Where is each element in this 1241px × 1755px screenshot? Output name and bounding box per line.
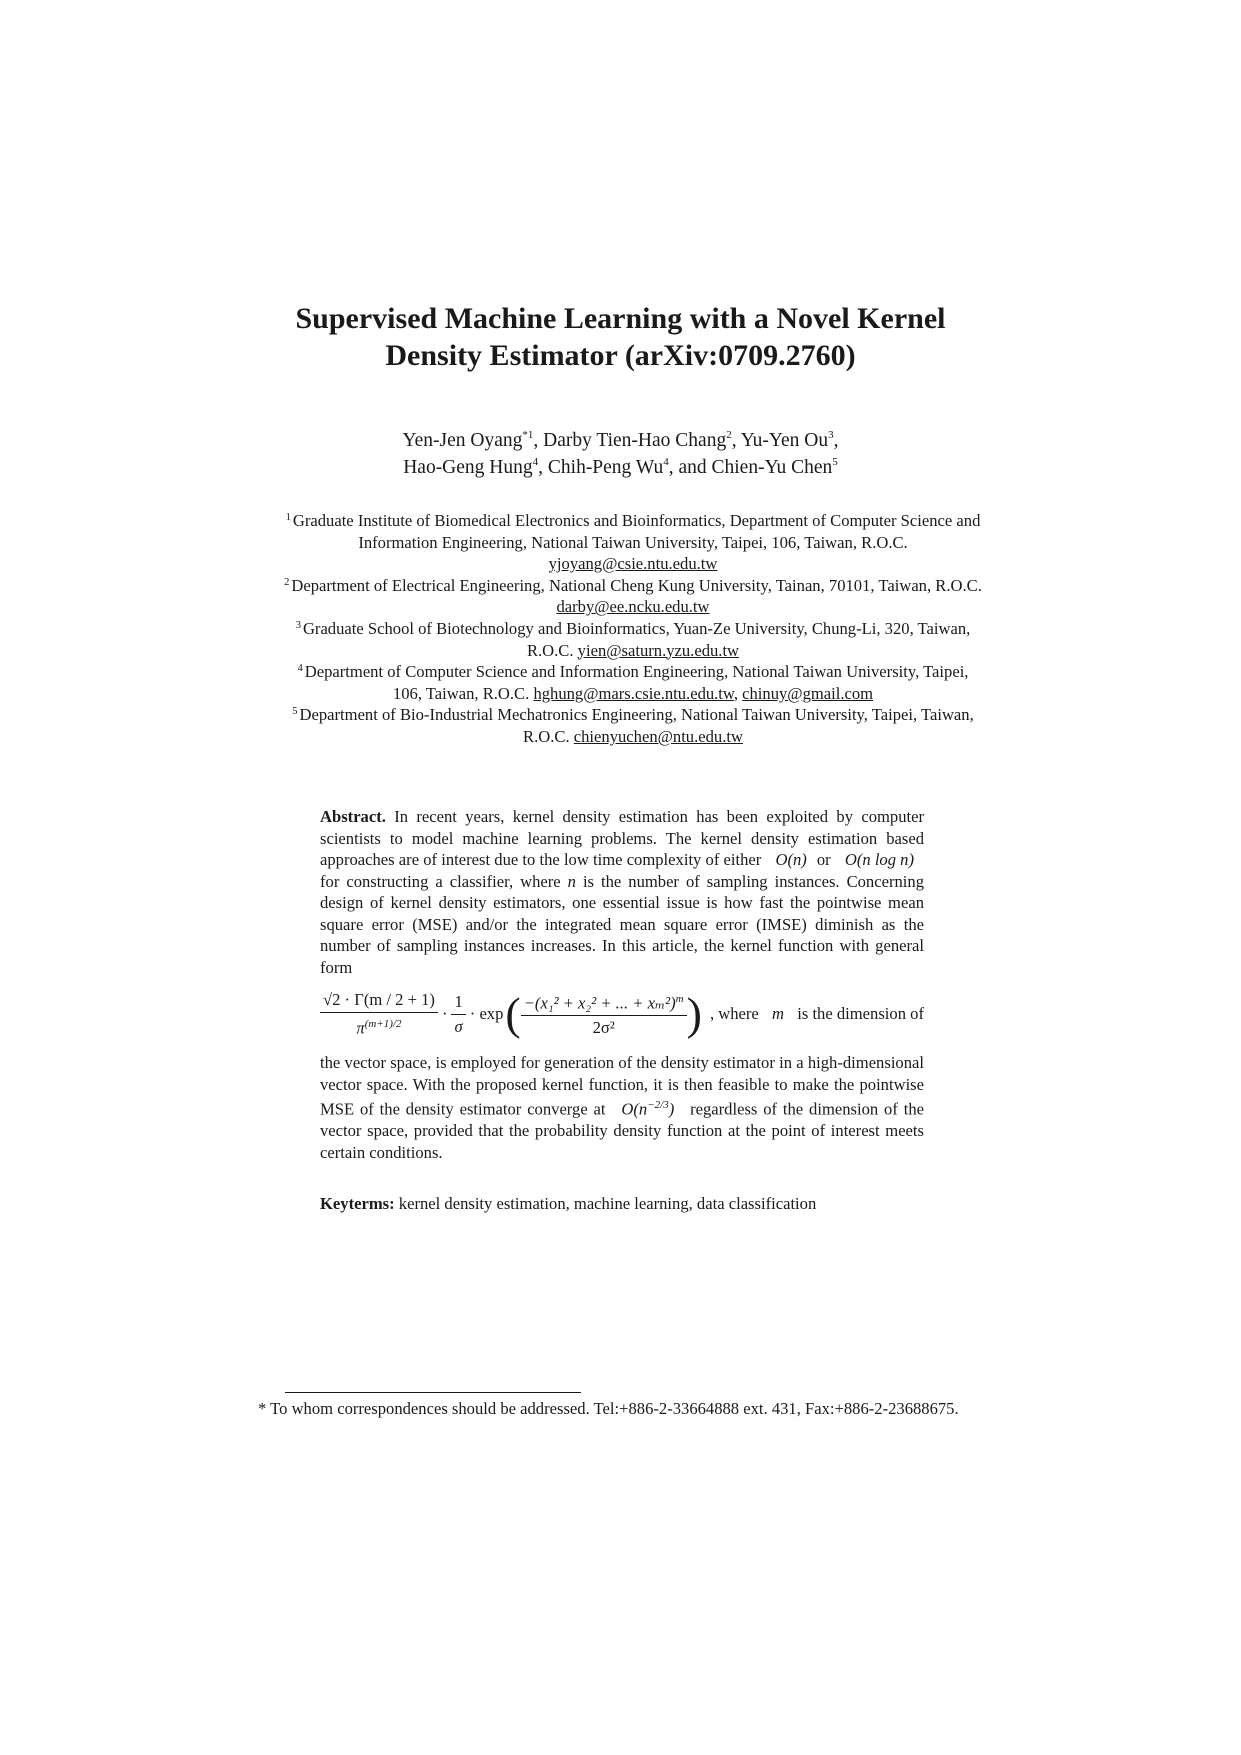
formula-numerator: √2 · Γ(m / 2 + 1) — [320, 989, 438, 1013]
keyterms — [320, 1193, 924, 1215]
author-name: , and Chien-Yu Chen — [668, 457, 833, 478]
abstract-text: for constructing a classifier, where — [320, 871, 561, 891]
author-sup: 4 — [532, 456, 539, 468]
keyterms-text: kernel density estimation, machine learning, data classification — [398, 1194, 817, 1213]
affiliation-text: Graduate Institute of Biomedical Electronics and Bioinformatics, Department of Computer Science and Information Engineering, National Taiwan University, Taipei, 106, Taiwan, R.O.C. — [292, 511, 981, 552]
email-link[interactable]: darby@ee.ncku.edu.tw — [556, 597, 710, 617]
author-line-2 — [0, 454, 1241, 481]
abstract-text: is the dimension of — [797, 1004, 924, 1024]
abstract-text: is the number of sampling instances. Concerning design of kernel density estimators, one essential issue is how fast the pointwise mean square error (MSE) and/or the integrated mean square error (IMSE) diminish as the number of sampling instances increases. In this article, the kernel function with general form — [320, 871, 924, 977]
abstract-label: Abstract. — [320, 807, 386, 826]
author-line-1 — [0, 427, 1241, 454]
affiliation-item — [282, 575, 984, 618]
title-line-1: Supervised Machine Learning with a Novel Kernel — [295, 302, 946, 335]
email-link[interactable]: hghung@mars.csie.ntu.edu.tw — [533, 683, 734, 703]
author-name: , Chih-Peng Wu — [538, 457, 664, 478]
email-separator: , — [733, 683, 743, 703]
affiliation-item — [282, 661, 984, 704]
formula-paren: ( — [505, 988, 521, 1039]
affiliation-list — [282, 510, 984, 748]
formula-paren: ) — [686, 988, 702, 1039]
complexity-expr: O(n log n) — [844, 850, 914, 869]
variable-n: n — [567, 871, 576, 891]
affiliation-text: Department of Bio-Industrial Mechatronics Engineering, National Taiwan University, Taipei, Taiwan, R.O.C. — [299, 705, 974, 746]
variable-m: m — [772, 1004, 784, 1024]
affiliation-text: Graduate School of Biotechnology and Bioinformatics, Yuan-Ze University, Chung-Li, 320, Taiwan, R.O.C. — [302, 618, 971, 660]
footnote: * To whom correspondences should be addressed. Tel:+886-2-33664888 ext. 431, Fax:+886-2-23688675. — [258, 1399, 959, 1418]
affiliation-item — [282, 510, 984, 575]
paper-title — [0, 300, 1241, 374]
author-name: , Yu-Yen Ou — [731, 430, 829, 451]
footnote-divider — [285, 1392, 581, 1393]
affiliation-item — [282, 704, 984, 747]
formula-denominator: σ — [454, 1016, 463, 1036]
formula-numerator: 1 — [451, 991, 465, 1015]
formula-after: , where m is the dimension of — [709, 1004, 924, 1024]
author-sup: *1 — [522, 429, 534, 441]
author-sup: 5 — [832, 456, 838, 468]
abstract-part-2 — [320, 1052, 924, 1163]
author-list — [0, 427, 1241, 481]
affiliation-number: 5 — [292, 706, 298, 718]
formula-numerator: −(x₁² + x₂² + ... + xₘ²)$^m$ — [521, 989, 687, 1016]
author-name: Hao-Geng Hung — [403, 457, 533, 478]
author-sup: 3 — [828, 429, 834, 441]
complexity-expr: O(n) — [775, 850, 807, 869]
email-link[interactable]: chienyuchen@ntu.edu.tw — [573, 726, 743, 746]
abstract-text: regardless of the dimension of the vector space, provided that the probability density function at the point of interest meets certain conditions. — [320, 1099, 924, 1162]
affiliation-number: 1 — [285, 512, 291, 523]
email-link[interactable]: yien@saturn.yzu.edu.tw — [577, 640, 740, 660]
abstract-text: the vector space, is employed for generation of the density estimator in a high-dimensional vector space. With the proposed kernel function, it is then feasible to make the pointwise MSE of the density estimator converge at — [320, 1053, 924, 1119]
complexity-expr: $O(n^{-2/3})$ — [621, 1099, 675, 1119]
email-link[interactable]: chinuy@gmail.com — [742, 683, 874, 703]
email-link[interactable]: yjoyang@csie.ntu.edu.tw — [548, 554, 718, 574]
affiliation-item — [282, 618, 984, 661]
author-name: Yen-Jen Oyang — [402, 430, 523, 451]
author-sup: 4 — [663, 456, 669, 468]
formula-fraction — [320, 989, 438, 1039]
formula-denominator: $\pi^{(m+1)/2}$ — [356, 1017, 402, 1038]
affiliation-text: Department of Electrical Engineering, National Cheng Kung University, Tainan, 70101, Taiwan, R.O.C. — [291, 575, 982, 595]
keyterms-label: Keyterms: — [320, 1194, 395, 1213]
abstract-text: or — [816, 850, 831, 869]
author-punct: , — [833, 430, 839, 451]
author-sup: 2 — [726, 429, 732, 441]
title-line-2: Density Estimator (arXiv:0709.2760) — [385, 339, 856, 372]
affiliation-number: 4 — [297, 663, 303, 675]
abstract-part-1 — [320, 806, 924, 978]
formula-denominator: 2σ² — [592, 1018, 615, 1038]
formula-fraction — [521, 989, 687, 1039]
affiliation-text: Department of Computer Science and Information Engineering, National Taiwan University, Taipei, 106, Taiwan, R.O.C. — [304, 662, 969, 703]
formula-exp: · exp — [469, 1004, 504, 1024]
formula-fraction — [451, 991, 465, 1037]
abstract — [320, 806, 924, 1163]
author-name: , Darby Tien-Hao Chang — [533, 430, 727, 451]
affiliation-number: 2 — [284, 576, 290, 588]
affiliation-number: 3 — [295, 619, 301, 631]
abstract-text: In recent years, kernel density estimation has been exploited by computer scientists to model machine learning problems. The kernel density estimation based approaches are of interest due to the low time complexity of either — [320, 807, 924, 869]
kernel-formula-line: $\frac{√2 \cdot \Gamma(m / 2 + 1)}{\pi^{(m+1)/2}}$ · $\frac{1}{\sigma}$ · exp ( $\frac{-(x_1^2 + x_2^2 + ... + x_m^2)^m}{\text{2σ²}}$ ) , where m is the dimension of — [320, 980, 924, 1048]
